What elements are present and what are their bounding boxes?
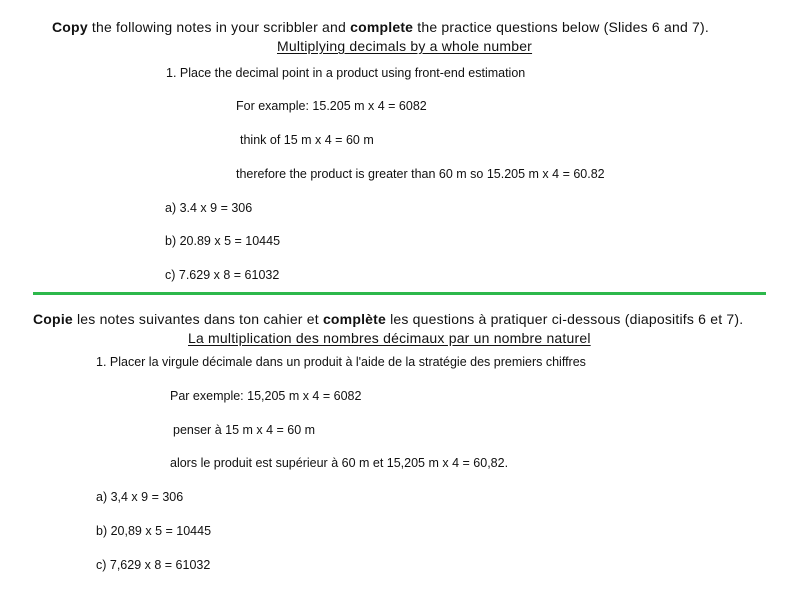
english-example: For example: 15.205 m x 4 = 6082: [236, 99, 427, 113]
french-intro: [33, 311, 743, 327]
english-question-c: c) 7.629 x 8 = 61032: [165, 268, 280, 282]
french-complete-word: complète: [322, 311, 386, 327]
english-intro: [52, 19, 709, 35]
french-step-1: 1. Placer la virgule décimale dans un produit à l'aide de la stratégie des premiers chiffres: [96, 355, 586, 369]
french-title: La multiplication des nombres décimaux par un nombre naturel: [188, 330, 591, 346]
french-think: penser à 15 m x 4 = 60 m: [173, 423, 316, 437]
french-example: Par exemple: 15,205 m x 4 = 6082: [170, 389, 362, 403]
english-intro-rest: the practice questions below (Slides 6 and 7).: [413, 19, 709, 35]
french-question-a: a) 3,4 x 9 = 306: [96, 490, 184, 504]
english-think: think of 15 m x 4 = 60 m: [240, 133, 374, 147]
english-question-b: b) 20.89 x 5 = 10445: [165, 234, 281, 248]
french-question-c: c) 7,629 x 8 = 61032: [96, 558, 211, 572]
french-therefore: alors le produit est supérieur à 60 m et 15,205 m x 4 = 60,82.: [170, 456, 509, 470]
english-step-1: 1. Place the decimal point in a product using front-end estimation: [166, 66, 526, 80]
english-therefore: therefore the product is greater than 60 m so 15.205 m x 4 = 60.82: [236, 167, 605, 181]
english-title: Multiplying decimals by a whole number: [277, 38, 533, 54]
section-divider: [33, 292, 766, 295]
french-intro-rest: les questions à pratiquer ci-dessous (diapositifs 6 et 7).: [386, 311, 744, 327]
english-complete-word: complete: [350, 19, 414, 35]
english-intro-middle: the following notes in your scribbler and: [87, 19, 351, 35]
french-copy-word: Copie: [33, 311, 73, 327]
french-intro-middle: les notes suivantes dans ton cahier et: [72, 311, 323, 327]
english-question-a: a) 3.4 x 9 = 306: [165, 201, 253, 215]
french-question-b: b) 20,89 x 5 = 10445: [96, 524, 212, 538]
english-copy-word: Copy: [52, 19, 88, 35]
